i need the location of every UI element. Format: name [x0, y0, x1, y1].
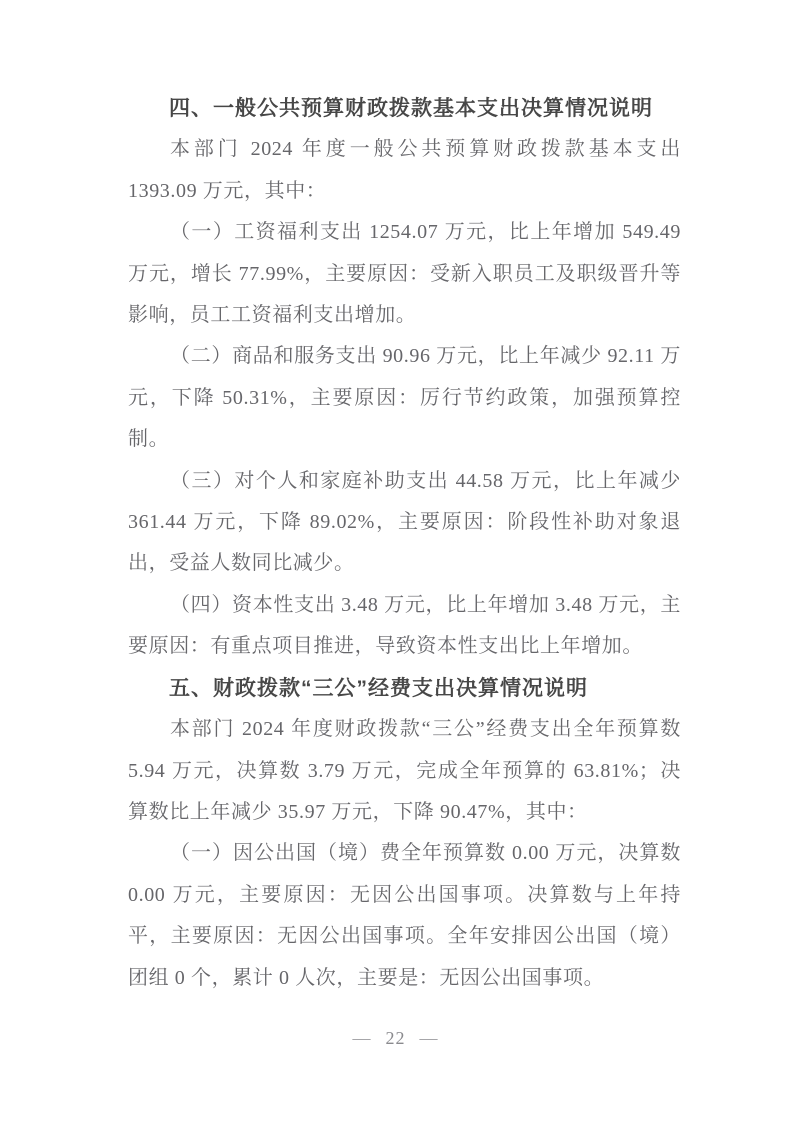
page-number: 22	[385, 1028, 406, 1048]
paragraph-individual-family-subsidy: （三）对个人和家庭补助支出 44.58 万元，比上年减少 361.44 万元，下降 89.02%，主要原因：阶段性补助对象退出，受益人数同比减少。	[128, 469, 681, 575]
paragraph-total-basic-expenditure: 本部门 2024 年度一般公共预算财政拨款基本支出 1393.09 万元，其中：	[128, 138, 681, 202]
paragraph-three-public-funds-overview: 本部门 2024 年度财政拨款“三公”经费支出全年预算数 5.94 万元，决算数 3.79 万元，完成全年预算的 63.81%；决算数比上年减少 35.97 万元，下降 90.47%，其中：	[128, 718, 681, 823]
footer-dash-right: —	[419, 1028, 439, 1048]
section-heading-basic-expenditure: 四、一般公共预算财政拨款基本支出决算情况说明	[169, 97, 653, 120]
paragraph-capital-expenditure: （四）资本性支出 3.48 万元，比上年增加 3.48 万元，主要原因：有重点项目推进，导致资本性支出比上年增加。	[128, 593, 681, 658]
document-body	[128, 88, 681, 999]
paragraph-salary-welfare-expenditure: （一）工资福利支出 1254.07 万元，比上年增加 549.49 万元，增长 77.99%，主要原因：受新入职员工及职级晋升等影响，员工工资福利支出增加。	[128, 221, 681, 327]
paragraph-goods-services-expenditure: （二）商品和服务支出 90.96 万元，比上年减少 92.11 万元，下降 50.31%，主要原因：厉行节约政策，加强预算控制。	[128, 345, 681, 451]
footer-dash-left: —	[352, 1028, 372, 1048]
paragraph-overseas-travel-expense: （一）因公出国（境）费全年预算数 0.00 万元，决算数 0.00 万元，主要原因：无因公出国事项。决算数与上年持平，主要原因：无因公出国事项。全年安排因公出国（境）团组 0 个，累计 0 人次，主要是：无因公出国事项。	[128, 842, 681, 989]
section-heading-three-public-funds: 五、财政拨款“三公”经费支出决算情况说明	[169, 676, 588, 700]
page-footer	[0, 1028, 791, 1049]
